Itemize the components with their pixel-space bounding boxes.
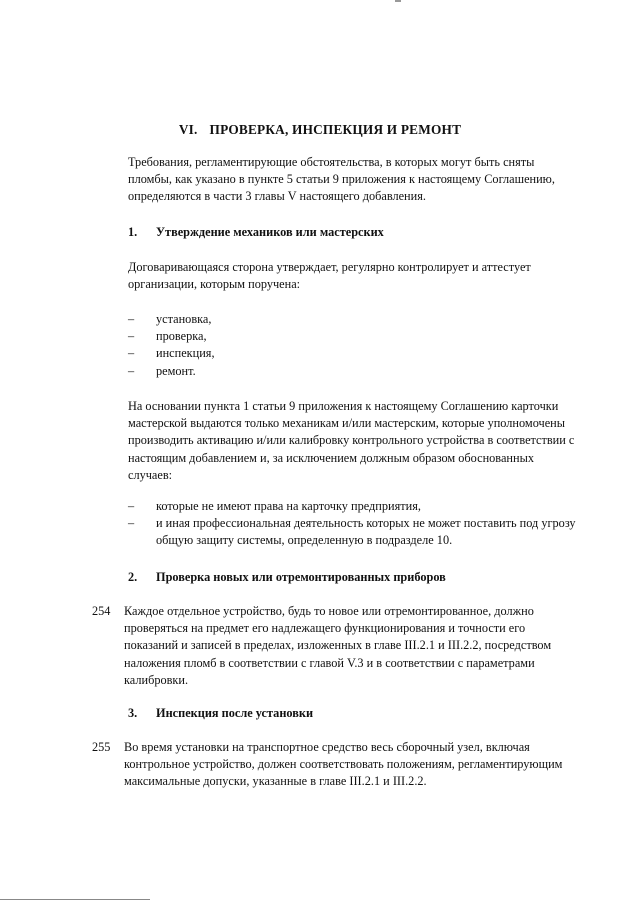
subsection-number: 2. — [128, 570, 138, 584]
text-line: калибровки. — [124, 672, 189, 687]
text-line: Каждое отдельное устройство, будь то новое или отремонтированное, должно — [124, 604, 534, 618]
text-line: Во время установки на транспортное средство весь сборочный узел, включая — [124, 740, 530, 754]
list-item — [128, 515, 598, 549]
paragraph-number: 255 — [92, 740, 111, 754]
text-line: проверяться на предмет его надлежащего функционирования и точности его — [124, 621, 526, 636]
dash-marker: – — [128, 346, 135, 361]
list-item-text: установка, — [156, 312, 212, 326]
condition-list — [128, 498, 598, 550]
subsection-2-heading — [128, 569, 598, 586]
dash-marker: – — [128, 312, 135, 326]
subsection-1-heading — [128, 224, 598, 241]
text-line: Договаривающаяся сторона утверждает, регулярно контролирует и аттестует — [128, 260, 531, 274]
list-item-text: которые не имеют права на карточку предприятия, — [156, 499, 421, 513]
text-line: пломбы, как указано в пункте 5 статьи 9 приложения к настоящему Соглашению, — [128, 172, 555, 187]
text-line: организации, которым поручена: — [128, 277, 301, 292]
text-line: На основании пункта 1 статьи 9 приложения к настоящему Соглашению карточки — [128, 399, 559, 413]
dash-marker: – — [128, 329, 135, 344]
section-title — [0, 121, 640, 138]
text-line: мастерской выдаются только механикам и/или мастерским, которые уполномочены — [128, 416, 566, 431]
subsection-title: Проверка новых или отремонтированных приборов — [156, 570, 446, 584]
list-item — [128, 345, 598, 362]
paragraph-254 — [92, 603, 600, 689]
dash-marker: – — [128, 363, 135, 378]
subsection-1-text — [128, 259, 598, 293]
text-line: наложения пломб в соответствии с главой V.3 и в соответствии с параметрами — [124, 655, 535, 670]
text-line: контрольное устройство, должен соответствовать положениям, регламентирующим — [124, 757, 563, 772]
subsection-number: 1. — [128, 225, 138, 239]
footnote-divider — [0, 899, 150, 900]
subsection-3-heading — [128, 705, 598, 722]
subsection-title: Инспекция после установки — [156, 706, 314, 720]
list-item-text: и иная профессиональная деятельность которых не может поставить под угрозу — [156, 516, 576, 531]
text-line: случаев: — [128, 467, 173, 482]
text-line: настоящим добавлением и, за исключением должным образом обоснованных — [128, 450, 534, 465]
list-item-text: ремонт. — [156, 363, 196, 378]
list-item — [128, 311, 598, 328]
list-item-text: инспекция, — [156, 346, 215, 361]
text-line: максимальные допуски, указанные в главе III.2.1 и III.2.2. — [124, 774, 427, 789]
subsection-number: 3. — [128, 706, 138, 720]
list-item — [128, 328, 598, 345]
section-number: VI. — [178, 122, 198, 137]
subsection-title: Утверждение механиков или мастерских — [156, 225, 384, 239]
section-title-text: ПРОВЕРКА, ИНСПЕКЦИЯ И РЕМОНТ — [209, 122, 462, 137]
text-line: производить активацию и/или калибровку контрольного устройства в соответствии с — [128, 433, 575, 448]
list-item — [128, 363, 598, 380]
list-item-text: общую защиту системы, определенную в подразделе 10. — [156, 533, 453, 548]
task-list — [128, 311, 598, 380]
workshop-card-paragraph — [128, 398, 598, 484]
dash-marker: – — [128, 499, 135, 513]
paragraph-number: 254 — [92, 604, 111, 618]
text-line: Требования, регламентирующие обстоятельства, в которых могут быть сняты — [128, 155, 535, 169]
list-item — [128, 498, 598, 515]
scan-mark — [395, 0, 401, 2]
intro-paragraph — [128, 154, 598, 206]
list-item-text: проверка, — [156, 329, 207, 344]
dash-marker: – — [128, 516, 135, 531]
text-line: определяются в части 3 главы V настоящего добавления. — [128, 189, 426, 204]
paragraph-255 — [92, 739, 600, 791]
text-line: показаний и записей в пределах, изложенных в главе III.2.1 и III.2.2, посредством — [124, 638, 552, 653]
